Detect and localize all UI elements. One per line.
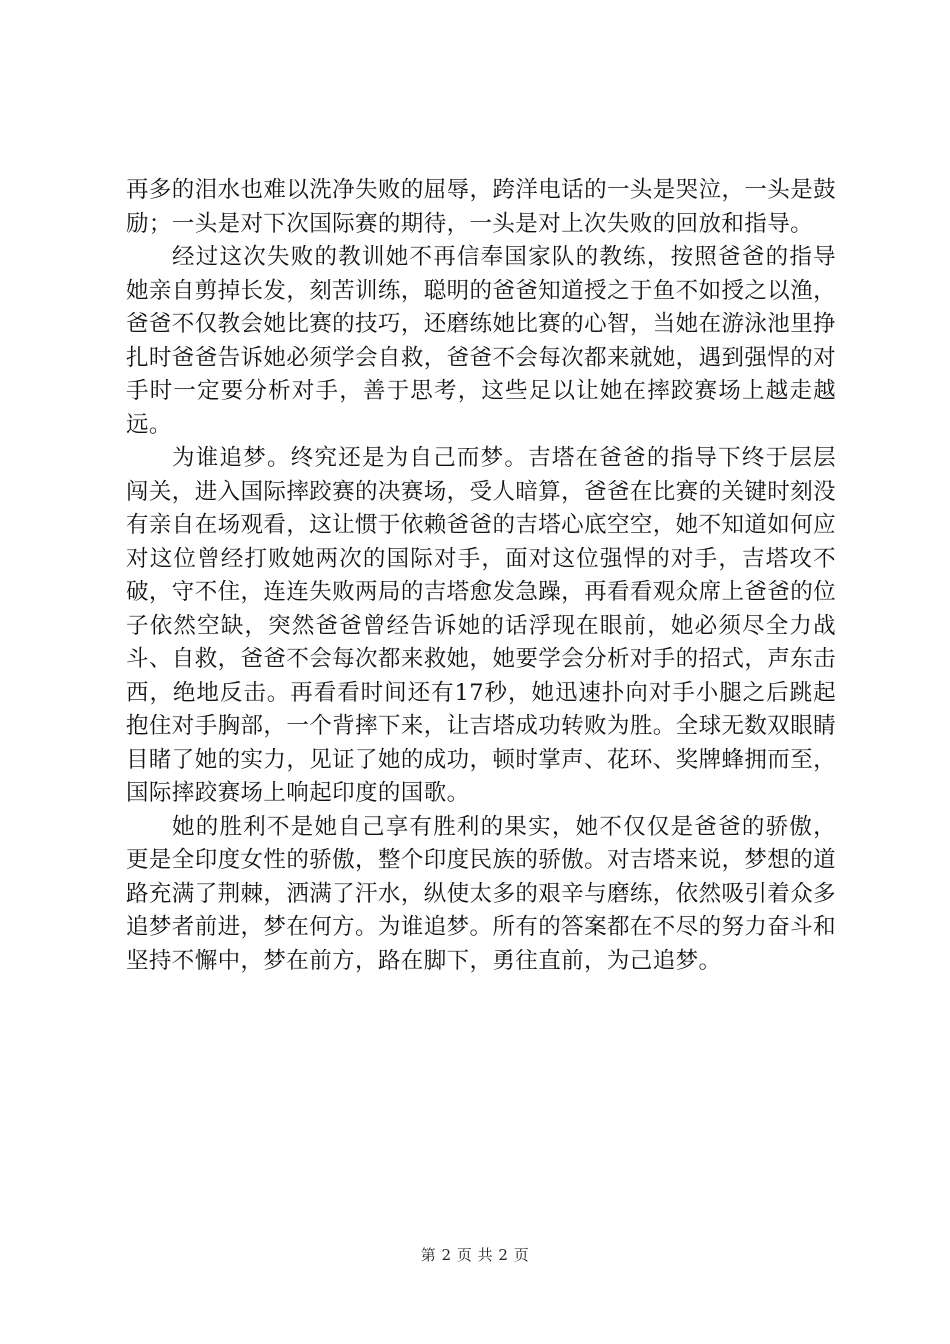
paragraph-3: 为谁追梦。终究还是为自己而梦。吉塔在爸爸的指导下终于层层闯关，进入国际摔跤赛的决赛场，受人暗算，爸爸在比赛的关键时刻没有亲自在场观看，这让惯于依赖爸爸的吉塔心底空空，她不知道如何应对这位曾经打败她两次的国际对手，面对这位强悍的对手，吉塔攻不破，守不住，连连失败两局的吉塔愈发急躁，再看看观众席上爸爸的位子依然空缺，突然爸爸曾经告诉她的话浮现在眼前，她必须尽全力战斗、自救，爸爸不会每次都来救她，她要学会分析对手的招式，声东击西，绝地反击。再看看时间还有17秒，她迅速扑向对手小腿之后跳起抱住对手胸部，一个背摔下来，让吉塔成功转败为胜。全球无数双眼睛目睹了她的实力，见证了她的成功，顿时掌声、花环、奖牌蜂拥而至，国际摔跤赛场上响起印度的国歌。 (126, 445, 836, 806)
paragraph-1: 再多的泪水也难以洗净失败的屈辱，跨洋电话的一头是哭泣，一头是鼓励；一头是对下次国际赛的期待，一头是对上次失败的回放和指导。 (126, 177, 836, 237)
paragraph-2: 经过这次失败的教训她不再信奉国家队的教练，按照爸爸的指导她亲自剪掉长发，刻苦训练，聪明的爸爸知道授之于鱼不如授之以渔，爸爸不仅教会她比赛的技巧，还磨练她比赛的心智，当她在游泳池里挣扎时爸爸告诉她必须学会自救，爸爸不会每次都来就她，遇到强悍的对手时一定要分析对手，善于思考，这些足以让她在摔跤赛场上越走越远。 (126, 244, 836, 438)
page-number-footer: 第 2 页 共 2 页 (420, 1246, 530, 1264)
document-body (126, 174, 836, 978)
paragraph-4: 她的胜利不是她自己享有胜利的果实，她不仅仅是爸爸的骄傲，更是全印度女性的骄傲，整个印度民族的骄傲。对吉塔来说，梦想的道路充满了荆棘，洒满了汗水，纵使太多的艰辛与磨练，依然吸引着众多追梦者前进，梦在何方。为谁追梦。所有的答案都在不尽的努力奋斗和坚持不懈中，梦在前方，路在脚下，勇往直前，为己追梦。 (126, 813, 836, 974)
